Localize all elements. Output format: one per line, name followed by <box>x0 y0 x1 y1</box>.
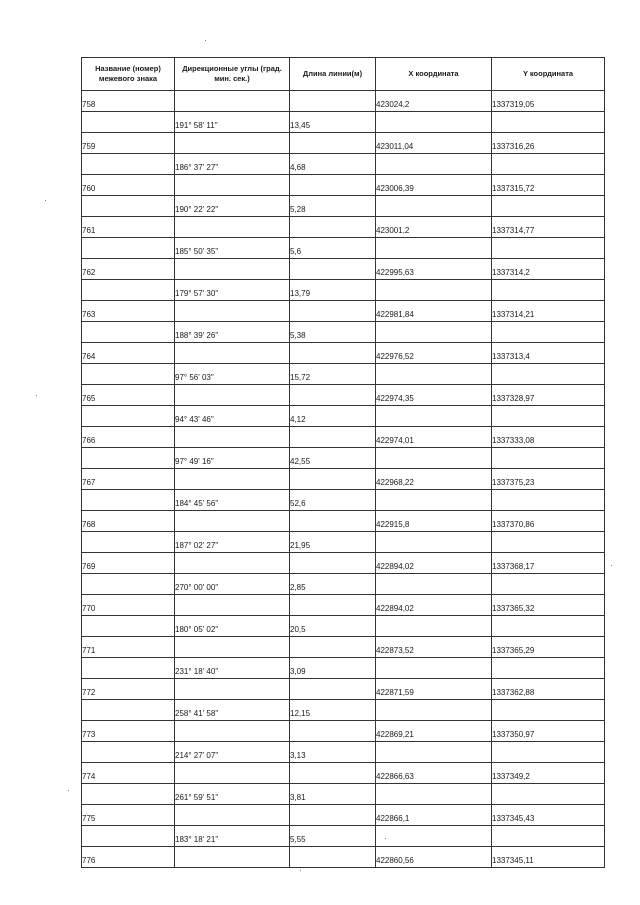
point-name-cell: 775 <box>82 805 175 826</box>
empty-cell <box>492 364 605 385</box>
x-coordinate-cell: 422894,02 <box>376 553 492 574</box>
y-coordinate-cell: 1337365,29 <box>492 637 605 658</box>
line-length-cell: 13,45 <box>290 112 376 133</box>
empty-cell <box>492 784 605 805</box>
empty-cell <box>290 175 376 196</box>
table-row <box>82 805 605 826</box>
table-row <box>82 217 605 238</box>
scan-speck <box>300 870 301 871</box>
table-row <box>82 112 605 133</box>
empty-cell <box>82 784 175 805</box>
y-coordinate-cell: 1337370,86 <box>492 511 605 532</box>
empty-cell <box>376 112 492 133</box>
table-body <box>82 91 605 868</box>
direction-angle-cell: 270° 00' 00" <box>175 574 290 595</box>
line-length-cell: 3,13 <box>290 742 376 763</box>
scan-speck <box>205 40 206 41</box>
empty-cell <box>290 511 376 532</box>
empty-cell <box>82 364 175 385</box>
x-coordinate-cell: 422873,52 <box>376 637 492 658</box>
y-coordinate-cell: 1337316,26 <box>492 133 605 154</box>
point-name-cell: 776 <box>82 847 175 868</box>
y-coordinate-cell: 1337314,77 <box>492 217 605 238</box>
point-name-cell: 765 <box>82 385 175 406</box>
point-name-cell: 762 <box>82 259 175 280</box>
point-name-cell: 767 <box>82 469 175 490</box>
empty-cell <box>82 406 175 427</box>
empty-cell <box>82 616 175 637</box>
direction-angle-cell: 97° 49' 16" <box>175 448 290 469</box>
empty-cell <box>175 427 290 448</box>
empty-cell <box>175 679 290 700</box>
table-row <box>82 658 605 679</box>
table-row <box>82 364 605 385</box>
empty-cell <box>290 637 376 658</box>
table-row <box>82 343 605 364</box>
y-coordinate-cell: 1337333,08 <box>492 427 605 448</box>
empty-cell <box>82 196 175 217</box>
point-name-cell: 758 <box>82 91 175 112</box>
x-coordinate-cell: 423011,04 <box>376 133 492 154</box>
x-coordinate-cell: 423024,2 <box>376 91 492 112</box>
y-coordinate-cell: 1337319,05 <box>492 91 605 112</box>
x-coordinate-cell: 422968,22 <box>376 469 492 490</box>
table-row <box>82 574 605 595</box>
empty-cell <box>175 721 290 742</box>
empty-cell <box>376 658 492 679</box>
point-name-cell: 769 <box>82 553 175 574</box>
point-name-cell: 772 <box>82 679 175 700</box>
table-row <box>82 301 605 322</box>
line-length-cell: 13,79 <box>290 280 376 301</box>
empty-cell <box>492 238 605 259</box>
empty-cell <box>175 847 290 868</box>
y-coordinate-cell: 1337345,11 <box>492 847 605 868</box>
x-coordinate-cell: 422974,35 <box>376 385 492 406</box>
x-coordinate-cell: 422894,02 <box>376 595 492 616</box>
direction-angle-cell: 188° 39' 26" <box>175 322 290 343</box>
table-row <box>82 532 605 553</box>
empty-cell <box>376 490 492 511</box>
empty-cell <box>492 574 605 595</box>
point-name-cell: 761 <box>82 217 175 238</box>
line-length-cell: 4,68 <box>290 154 376 175</box>
table-row <box>82 490 605 511</box>
y-coordinate-cell: 1337345,43 <box>492 805 605 826</box>
empty-cell <box>376 448 492 469</box>
empty-cell <box>492 742 605 763</box>
scan-speck <box>36 395 37 396</box>
x-coordinate-cell: 422974,01 <box>376 427 492 448</box>
x-coordinate-cell: 422866,1 <box>376 805 492 826</box>
empty-cell <box>175 301 290 322</box>
line-length-cell: 21,95 <box>290 532 376 553</box>
line-length-cell: 5,55 <box>290 826 376 847</box>
empty-cell <box>290 847 376 868</box>
empty-cell <box>82 490 175 511</box>
empty-cell <box>82 448 175 469</box>
empty-cell <box>82 742 175 763</box>
direction-angle-cell: 185° 50' 35" <box>175 238 290 259</box>
point-name-cell: 771 <box>82 637 175 658</box>
table-row <box>82 511 605 532</box>
x-coordinate-cell: 422981,84 <box>376 301 492 322</box>
table-row <box>82 763 605 784</box>
empty-cell <box>290 469 376 490</box>
table-row <box>82 847 605 868</box>
y-coordinate-cell: 1337368,17 <box>492 553 605 574</box>
table-row <box>82 91 605 112</box>
line-length-cell: 3,81 <box>290 784 376 805</box>
line-length-cell: 52,6 <box>290 490 376 511</box>
line-length-cell: 5,28 <box>290 196 376 217</box>
header-x: X координата <box>376 58 492 91</box>
empty-cell <box>175 133 290 154</box>
scan-speck <box>68 790 69 791</box>
empty-cell <box>175 385 290 406</box>
line-length-cell: 4,12 <box>290 406 376 427</box>
empty-cell <box>492 700 605 721</box>
table-row <box>82 679 605 700</box>
empty-cell <box>175 637 290 658</box>
empty-cell <box>82 574 175 595</box>
table-header-row <box>82 58 605 91</box>
empty-cell <box>492 322 605 343</box>
empty-cell <box>175 511 290 532</box>
direction-angle-cell: 187° 02' 27" <box>175 532 290 553</box>
header-angle: Дирекционные углы (град. мин. сек.) <box>175 58 290 91</box>
scan-speck <box>611 565 612 566</box>
direction-angle-cell: 190° 22' 22" <box>175 196 290 217</box>
table-row <box>82 742 605 763</box>
empty-cell <box>492 448 605 469</box>
empty-cell <box>290 217 376 238</box>
empty-cell <box>376 280 492 301</box>
y-coordinate-cell: 1337365,32 <box>492 595 605 616</box>
empty-cell <box>82 154 175 175</box>
line-length-cell: 12,15 <box>290 700 376 721</box>
empty-cell <box>376 532 492 553</box>
x-coordinate-cell: 422860,56 <box>376 847 492 868</box>
empty-cell <box>376 742 492 763</box>
table-row <box>82 553 605 574</box>
direction-angle-cell: 97° 56' 03" <box>175 364 290 385</box>
empty-cell <box>175 595 290 616</box>
line-length-cell: 20,5 <box>290 616 376 637</box>
line-length-cell: 5,6 <box>290 238 376 259</box>
direction-angle-cell: 191° 58' 11" <box>175 112 290 133</box>
table-row <box>82 721 605 742</box>
empty-cell <box>82 280 175 301</box>
empty-cell <box>82 532 175 553</box>
point-name-cell: 763 <box>82 301 175 322</box>
empty-cell <box>175 175 290 196</box>
y-coordinate-cell: 1337349,2 <box>492 763 605 784</box>
line-length-cell: 15,72 <box>290 364 376 385</box>
empty-cell <box>290 553 376 574</box>
empty-cell <box>290 133 376 154</box>
table-row <box>82 826 605 847</box>
y-coordinate-cell: 1337362,88 <box>492 679 605 700</box>
line-length-cell: 3,09 <box>290 658 376 679</box>
point-name-cell: 760 <box>82 175 175 196</box>
line-length-cell: 42,55 <box>290 448 376 469</box>
y-coordinate-cell: 1337315,72 <box>492 175 605 196</box>
empty-cell <box>290 385 376 406</box>
empty-cell <box>376 322 492 343</box>
x-coordinate-cell: 422915,8 <box>376 511 492 532</box>
point-name-cell: 770 <box>82 595 175 616</box>
empty-cell <box>290 91 376 112</box>
header-y: Y координата <box>492 58 605 91</box>
empty-cell <box>290 763 376 784</box>
empty-cell <box>376 700 492 721</box>
empty-cell <box>175 343 290 364</box>
direction-angle-cell: 261° 59' 51" <box>175 784 290 805</box>
empty-cell <box>376 238 492 259</box>
empty-cell <box>376 154 492 175</box>
point-name-cell: 766 <box>82 427 175 448</box>
direction-angle-cell: 231° 18' 40" <box>175 658 290 679</box>
direction-angle-cell: 180° 05' 02" <box>175 616 290 637</box>
direction-angle-cell: 179° 57' 30" <box>175 280 290 301</box>
empty-cell <box>492 196 605 217</box>
empty-cell <box>290 595 376 616</box>
x-coordinate-cell: 422871,59 <box>376 679 492 700</box>
table-row <box>82 322 605 343</box>
empty-cell <box>82 700 175 721</box>
table-row <box>82 469 605 490</box>
empty-cell <box>290 259 376 280</box>
empty-cell <box>290 427 376 448</box>
table-row <box>82 385 605 406</box>
y-coordinate-cell: 1337350,97 <box>492 721 605 742</box>
table-row <box>82 448 605 469</box>
empty-cell <box>82 322 175 343</box>
empty-cell <box>82 826 175 847</box>
table-row <box>82 259 605 280</box>
empty-cell <box>376 574 492 595</box>
empty-cell <box>290 679 376 700</box>
y-coordinate-cell: 1337314,21 <box>492 301 605 322</box>
direction-angle-cell: 214° 27' 07" <box>175 742 290 763</box>
empty-cell <box>376 364 492 385</box>
empty-cell <box>492 280 605 301</box>
empty-cell <box>175 469 290 490</box>
empty-cell <box>290 721 376 742</box>
empty-cell <box>492 532 605 553</box>
point-name-cell: 759 <box>82 133 175 154</box>
empty-cell <box>175 259 290 280</box>
empty-cell <box>290 805 376 826</box>
point-name-cell: 773 <box>82 721 175 742</box>
x-coordinate-cell: 423001,2 <box>376 217 492 238</box>
empty-cell <box>492 826 605 847</box>
empty-cell <box>492 616 605 637</box>
line-length-cell: 5,38 <box>290 322 376 343</box>
empty-cell <box>492 658 605 679</box>
table-row <box>82 637 605 658</box>
empty-cell <box>492 112 605 133</box>
y-coordinate-cell: 1337375,23 <box>492 469 605 490</box>
empty-cell <box>376 784 492 805</box>
direction-angle-cell: 94° 43' 46" <box>175 406 290 427</box>
x-coordinate-cell: 422976,52 <box>376 343 492 364</box>
table-row <box>82 280 605 301</box>
table-row <box>82 700 605 721</box>
header-length: Длина линии(м) <box>290 58 376 91</box>
point-name-cell: 768 <box>82 511 175 532</box>
table-row <box>82 595 605 616</box>
table-row <box>82 238 605 259</box>
table-row <box>82 154 605 175</box>
table-row <box>82 616 605 637</box>
x-coordinate-cell: 423006,39 <box>376 175 492 196</box>
x-coordinate-cell: 422869,21 <box>376 721 492 742</box>
y-coordinate-cell: 1337328,97 <box>492 385 605 406</box>
direction-angle-cell: 184° 45' 56" <box>175 490 290 511</box>
point-name-cell: 774 <box>82 763 175 784</box>
empty-cell <box>82 238 175 259</box>
direction-angle-cell: 186° 37' 27" <box>175 154 290 175</box>
empty-cell <box>492 406 605 427</box>
empty-cell <box>82 112 175 133</box>
y-coordinate-cell: 1337314,2 <box>492 259 605 280</box>
table-row <box>82 196 605 217</box>
empty-cell <box>290 343 376 364</box>
empty-cell <box>175 91 290 112</box>
table-row <box>82 406 605 427</box>
empty-cell <box>175 763 290 784</box>
table-row <box>82 784 605 805</box>
empty-cell <box>492 154 605 175</box>
table-row <box>82 175 605 196</box>
direction-angle-cell: 258° 41' 58" <box>175 700 290 721</box>
empty-cell <box>376 196 492 217</box>
y-coordinate-cell: 1337313,4 <box>492 343 605 364</box>
empty-cell <box>175 553 290 574</box>
empty-cell <box>175 217 290 238</box>
boundary-points-table <box>81 57 605 868</box>
header-point-name: Название (номер) межевого знака <box>82 58 175 91</box>
empty-cell <box>290 301 376 322</box>
direction-angle-cell: 183° 18' 21" <box>175 826 290 847</box>
point-name-cell: 764 <box>82 343 175 364</box>
scan-speck <box>385 838 386 839</box>
empty-cell <box>376 406 492 427</box>
x-coordinate-cell: 422995,63 <box>376 259 492 280</box>
empty-cell <box>376 826 492 847</box>
table-row <box>82 427 605 448</box>
x-coordinate-cell: 422866,63 <box>376 763 492 784</box>
empty-cell <box>175 805 290 826</box>
empty-cell <box>376 616 492 637</box>
empty-cell <box>492 490 605 511</box>
scan-speck <box>45 200 46 201</box>
empty-cell <box>82 658 175 679</box>
table-row <box>82 133 605 154</box>
line-length-cell: 2,85 <box>290 574 376 595</box>
